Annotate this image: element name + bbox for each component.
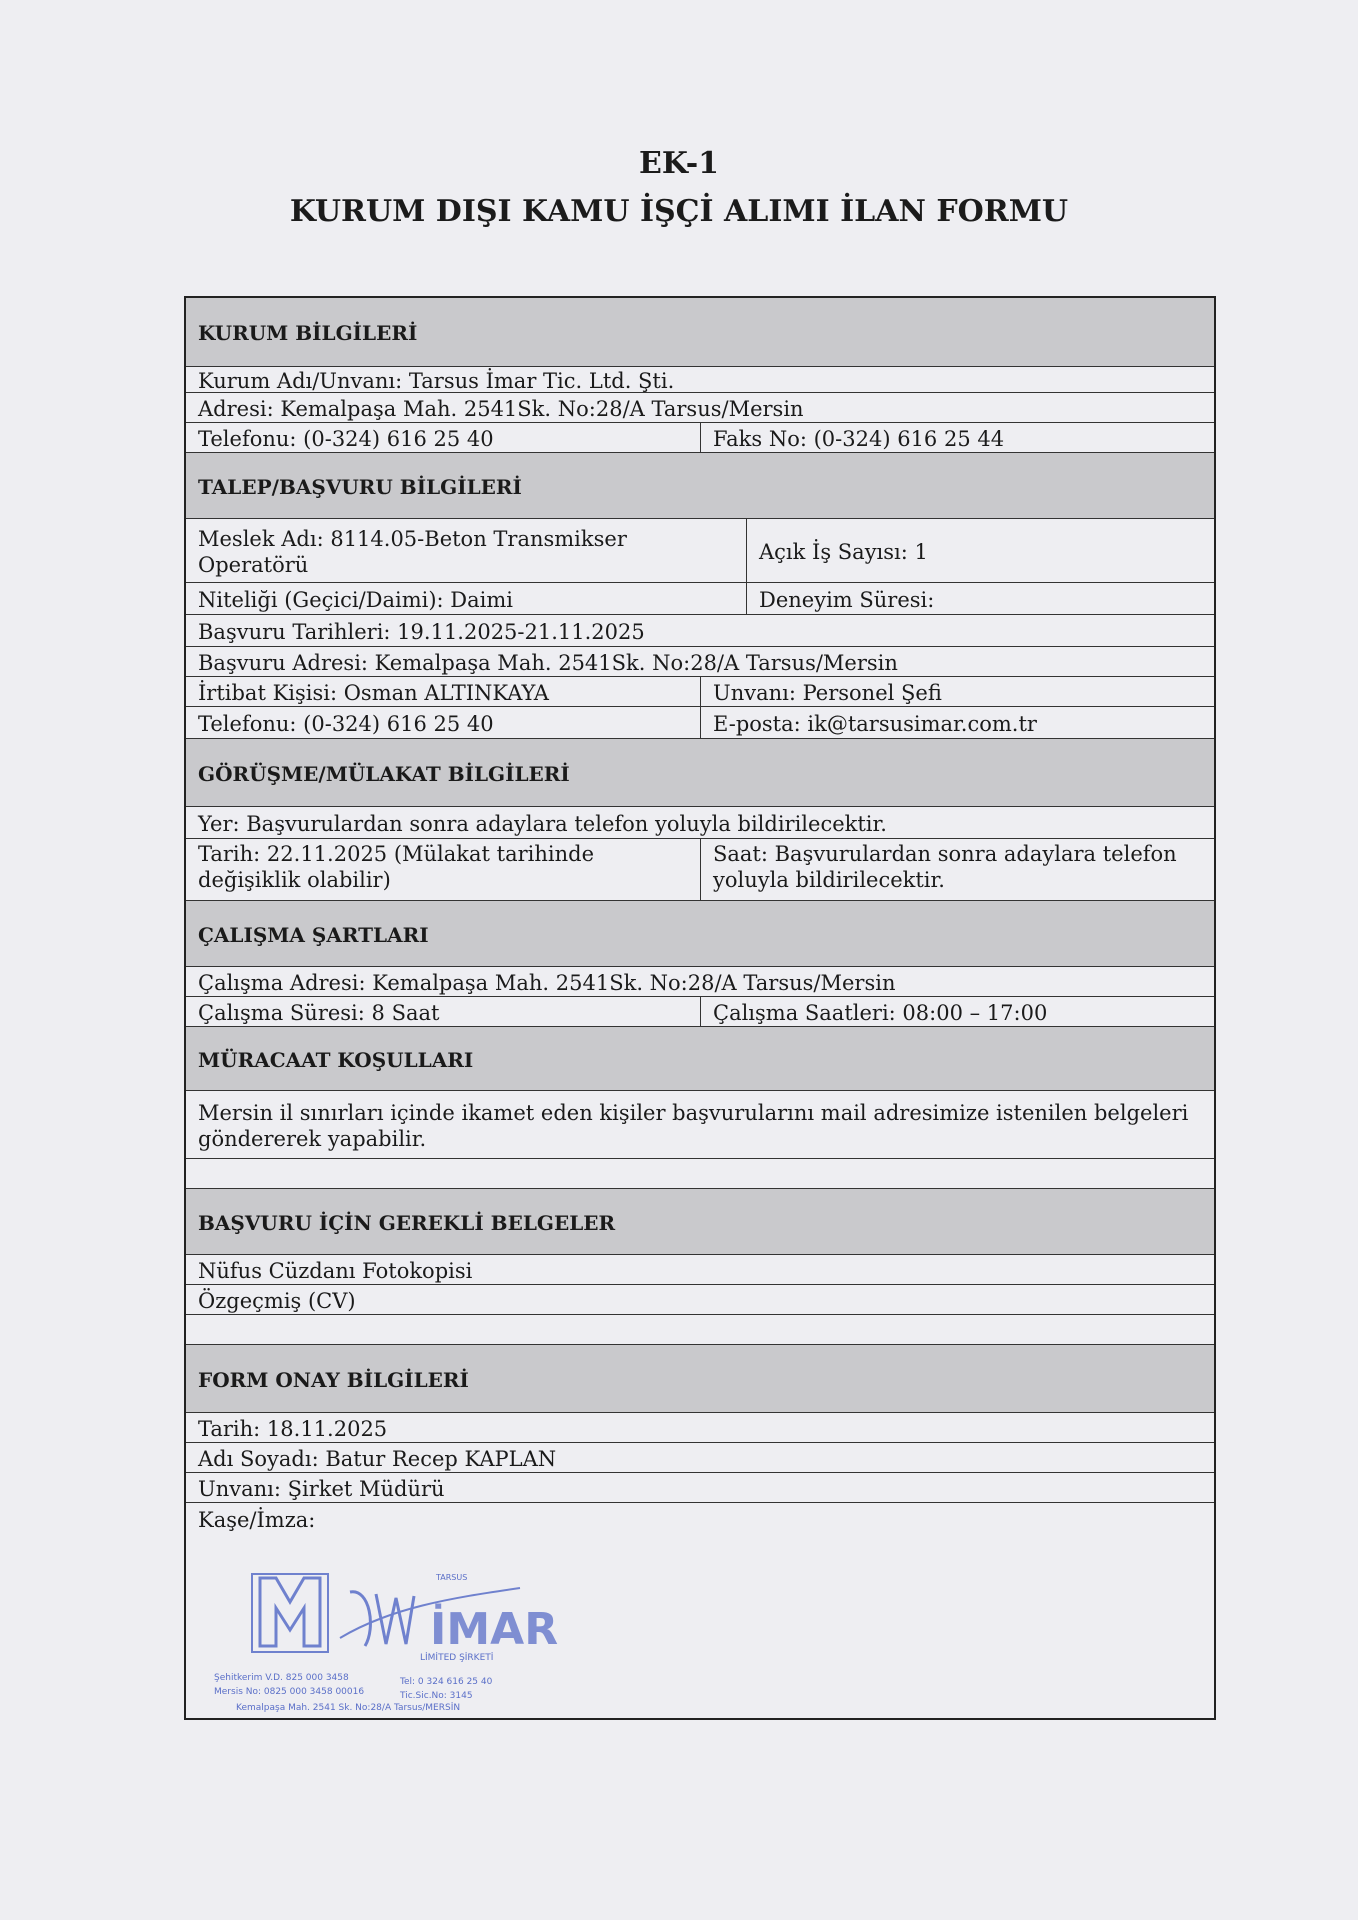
contact-title: Unvanı: Personel Şefi [700, 677, 1214, 706]
announcement-form [184, 296, 1216, 1720]
section-kurum-title: KURUM BİLGİLERİ [198, 321, 418, 345]
section-belgeler-header [186, 1188, 1214, 1254]
stamp-line-1: Şehitkerim V.D. 825 000 3458 [214, 1673, 349, 1683]
stamp-sub-text: LİMİTED ŞİRKETİ [420, 1653, 494, 1663]
talep-dates-row [186, 614, 1214, 646]
calisma-address-row [186, 966, 1214, 996]
section-gorusme-header [186, 738, 1214, 806]
section-talep-title: TALEP/BAŞVURU BİLGİLERİ [198, 474, 522, 499]
section-onay-header [186, 1344, 1214, 1412]
kurum-address: Adresi: Kemalpaşa Mah. 2541Sk. No:28/A Tarsus/Mersin [198, 396, 804, 421]
section-calisma-header [186, 900, 1214, 966]
contact-phone: Telefonu: (0-324) 616 25 40 [198, 711, 494, 736]
required-document: Özgeçmiş (CV) [198, 1288, 356, 1313]
required-document: Nüfus Cüzdanı Fotokopisi [198, 1258, 473, 1283]
section-onay-title: FORM ONAY BİLGİLERİ [198, 1367, 469, 1392]
occupation-name: Meslek Adı: 8114.05-Beton Transmikser Operatörü [198, 526, 627, 577]
experience-duration: Deneyim Süresi: [746, 583, 1214, 614]
application-address: Başvuru Adresi: Kemalpaşa Mah. 2541Sk. No:28/A Tarsus/Mersin [198, 650, 898, 675]
section-belgeler-title: BAŞVURU İÇİN GEREKLİ BELGELER [198, 1210, 616, 1235]
title-line-2: KURUM DIŞI KAMU İŞÇİ ALIMI İLAN FORMU [289, 194, 1069, 229]
kurum-name-row [186, 366, 1214, 392]
stamp-top-text: TARSUS [436, 1573, 468, 1582]
application-dates: Başvuru Tarihleri: 19.11.2025-21.11.2025 [198, 619, 645, 644]
talep-occupation-row [186, 518, 1214, 582]
calisma-hours-row [186, 996, 1214, 1026]
kurum-phone: Telefonu: (0-324) 616 25 40 [198, 426, 494, 451]
gorusme-place-row [186, 806, 1214, 838]
stamp-line-2b: Tic.Sic.No: 3145 [400, 1691, 473, 1701]
approver-name: Adı Soyadı: Batur Recep KAPLAN [198, 1446, 557, 1471]
title-line-1: EK-1 [638, 146, 720, 181]
job-nature: Niteliği (Geçici/Daimi): Daimi [198, 587, 513, 612]
onay-name-row [186, 1442, 1214, 1472]
talep-contact-row [186, 706, 1214, 738]
open-positions: Açık İş Sayısı: 1 [746, 519, 1214, 582]
work-duration: Çalışma Süresi: 8 Saat [198, 1000, 440, 1025]
section-muracaat-title: MÜRACAAT KOŞULLARI [198, 1047, 474, 1072]
stamp-line-2: Mersis No: 0825 000 3458 00016 [214, 1687, 365, 1697]
application-conditions: Mersin il sınırları içinde ikamet eden kişiler başvurularını mail adresimize istenilen belgeleri göndererek yapabilir. [198, 1100, 1189, 1151]
approver-title: Unvanı: Şirket Müdürü [198, 1476, 445, 1501]
section-muracaat-header [186, 1026, 1214, 1090]
approval-date: Tarih: 18.11.2025 [198, 1416, 388, 1441]
stamp-signature-label: Kaşe/İmza: [198, 1508, 316, 1532]
kurum-fax: Faks No: (0-324) 616 25 44 [700, 423, 1214, 452]
section-kurum-header [186, 298, 1214, 366]
section-talep-header [186, 452, 1214, 518]
section-gorusme-title: GÖRÜŞME/MÜLAKAT BİLGİLERİ [198, 761, 570, 786]
interview-place: Yer: Başvurulardan sonra adaylara telefon yoluyla bildirilecektir. [198, 811, 887, 836]
onay-title-row [186, 1472, 1214, 1502]
muracaat-empty-row [186, 1158, 1214, 1188]
talep-nature-row [186, 582, 1214, 614]
gorusme-datetime-row [186, 838, 1214, 900]
stamp-svg [200, 1568, 590, 1720]
page-title [0, 140, 1358, 236]
stamp-line-3: Kemalpaşa Mah. 2541 Sk. No:28/A Tarsus/MERSİN [236, 1703, 461, 1713]
talep-address-row [186, 646, 1214, 676]
talep-contact-person-row [186, 676, 1214, 706]
muracaat-text-row [186, 1090, 1214, 1158]
contact-email: E-posta: ik@tarsusimar.com.tr [700, 707, 1214, 738]
interview-time: Saat: Başvurulardan sonra adaylara telefon yoluyla bildirilecektir. [700, 839, 1214, 900]
work-hours: Çalışma Saatleri: 08:00 – 17:00 [700, 997, 1214, 1026]
company-stamp [200, 1568, 590, 1720]
stamp-line-1b: Tel: 0 324 616 25 40 [400, 1677, 493, 1687]
kurum-name: Kurum Adı/Unvanı: Tarsus İmar Tic. Ltd. Şti. [198, 368, 675, 393]
stamp-logo-text: İMAR [430, 1604, 559, 1655]
section-calisma-title: ÇALIŞMA ŞARTLARI [198, 922, 429, 947]
interview-date: Tarih: 22.11.2025 (Mülakat tarihinde değişiklik olabilir) [198, 842, 595, 892]
kurum-address-row [186, 392, 1214, 422]
document-row-2 [186, 1284, 1214, 1314]
onay-date-row [186, 1412, 1214, 1442]
kurum-contact-row [186, 422, 1214, 452]
contact-person: İrtibat Kişisi: Osman ALTINKAYA [198, 680, 549, 705]
document-row-1 [186, 1254, 1214, 1284]
document-empty-row [186, 1314, 1214, 1344]
work-address: Çalışma Adresi: Kemalpaşa Mah. 2541Sk. No:28/A Tarsus/Mersin [198, 970, 896, 995]
